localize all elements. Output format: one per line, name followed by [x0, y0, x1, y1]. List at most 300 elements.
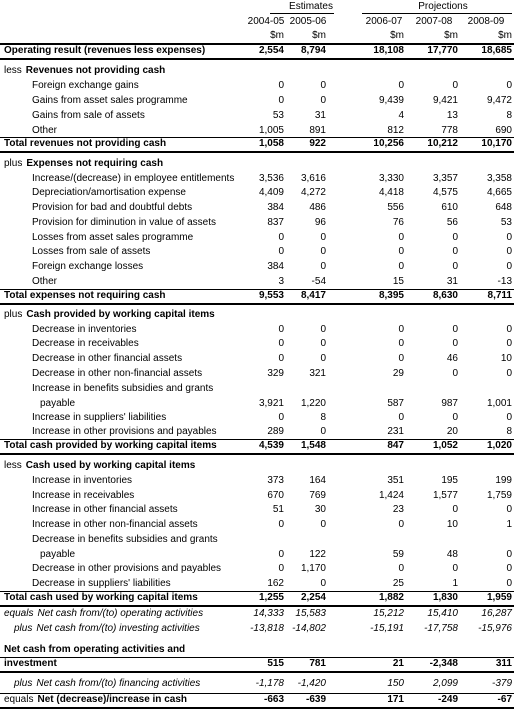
cell-value: 0 — [398, 261, 404, 272]
cell-value: 53 — [500, 217, 512, 228]
row-label — [32, 172, 234, 187]
cell-value: 31 — [446, 276, 458, 287]
table-rule — [0, 591, 514, 592]
row-label-text: Decrease in receivables — [32, 338, 139, 349]
row-label-text: Increase in benefits subsidies and grants — [32, 383, 214, 394]
cell-value: -17,758 — [424, 623, 458, 634]
table-row — [0, 411, 514, 426]
row-label — [32, 109, 145, 124]
cell-value: 1,759 — [486, 490, 512, 501]
cell-value: -15,976 — [478, 623, 512, 634]
cell-value: 9,439 — [378, 95, 404, 106]
cell-value: 0 — [320, 519, 326, 530]
cell-value: 0 — [506, 504, 512, 515]
cell-value: 0 — [506, 578, 512, 589]
row-label-text: Net (decrease)/increase in cash — [37, 694, 187, 705]
cell-value: 1 — [506, 519, 512, 530]
row-label-text: Operating result (revenues less expenses) — [4, 45, 206, 56]
row-label — [32, 533, 218, 548]
cell-value: 21 — [392, 658, 404, 669]
cell-value: 0 — [506, 232, 512, 243]
cell-value: 0 — [320, 578, 326, 589]
cell-value: 0 — [320, 261, 326, 272]
row-label — [32, 245, 150, 260]
cell-value: -15,191 — [370, 623, 404, 634]
cell-value: -1,178 — [255, 678, 284, 689]
cell-value: 3 — [278, 276, 284, 287]
cell-value: 46 — [446, 353, 458, 364]
cell-value: 3,616 — [300, 173, 326, 184]
row-label-text: Other — [32, 125, 58, 136]
cell-value: 4,539 — [258, 440, 284, 451]
cell-value: 1,548 — [300, 440, 326, 451]
table-row — [0, 693, 514, 708]
table-row — [0, 677, 514, 692]
row-label — [4, 643, 185, 658]
table-row — [0, 503, 514, 518]
row-prefix: plus — [4, 158, 23, 169]
cell-value: 18,108 — [373, 45, 404, 56]
table-rule — [0, 151, 514, 153]
row-label-text: Decrease in other financial assets — [32, 353, 183, 364]
row-label — [32, 489, 134, 504]
table-row — [0, 337, 514, 352]
cell-value: 0 — [452, 504, 458, 515]
cell-value: 1,052 — [432, 440, 458, 451]
cell-value: 384 — [267, 202, 284, 213]
cell-value: -13 — [497, 276, 512, 287]
unit-col-2: $m — [390, 30, 404, 41]
cell-value: 373 — [267, 475, 284, 486]
row-label-text: Net cash from operating activities and — [4, 644, 186, 655]
cell-value: 14,333 — [253, 608, 284, 619]
cell-value: 4,418 — [378, 187, 404, 198]
cell-value: 8 — [506, 426, 512, 437]
table-row — [0, 275, 514, 290]
row-label-text: Decrease in other provisions and payables — [32, 563, 221, 574]
cell-value: -14,802 — [292, 623, 326, 634]
table-row — [0, 459, 514, 474]
row-label — [32, 382, 213, 397]
cell-value: 0 — [320, 426, 326, 437]
cell-value: 0 — [278, 563, 284, 574]
cell-value: 122 — [309, 549, 326, 560]
table-rule — [0, 58, 514, 60]
row-label-text: Losses from asset sales programme — [32, 232, 194, 243]
unit-col-3: $m — [444, 30, 458, 41]
table-row — [0, 352, 514, 367]
cell-value: 1,005 — [258, 125, 284, 136]
row-label-text: Revenues not providing cash — [25, 65, 166, 76]
cell-value: 3,357 — [432, 173, 458, 184]
estimates-rule — [270, 13, 334, 14]
cell-value: 3,358 — [486, 173, 512, 184]
table-row — [0, 186, 514, 201]
cell-value: 8 — [320, 412, 326, 423]
row-label-text: Cash provided by working capital items — [26, 309, 215, 320]
table-row — [0, 308, 514, 323]
row-label — [32, 323, 137, 338]
row-label — [32, 562, 221, 577]
unit-col-0: $m — [270, 30, 284, 41]
cell-value: 76 — [392, 217, 404, 228]
cell-value: -379 — [491, 678, 512, 689]
table-row — [0, 382, 514, 397]
row-label — [32, 474, 132, 489]
table-row — [0, 157, 514, 172]
cell-value: 3,536 — [258, 173, 284, 184]
year-2004-05: 2004-05 — [247, 16, 285, 27]
cell-value: 29 — [392, 368, 404, 379]
cell-value: 20 — [446, 426, 458, 437]
cell-value: 231 — [387, 426, 404, 437]
row-label — [32, 352, 182, 367]
cell-value: 311 — [495, 658, 512, 669]
row-label-text: Decrease in inventories — [32, 324, 137, 335]
cell-value: 0 — [452, 232, 458, 243]
cell-value: 812 — [387, 125, 404, 136]
row-label — [32, 503, 178, 518]
cell-value: 195 — [441, 475, 458, 486]
cell-value: 0 — [452, 246, 458, 257]
cell-value: 0 — [278, 324, 284, 335]
cell-value: -2,348 — [429, 658, 458, 669]
row-label-text: payable — [40, 549, 76, 560]
table-rule — [0, 303, 514, 305]
cell-value: 0 — [320, 324, 326, 335]
cell-value: 0 — [452, 563, 458, 574]
cell-value: 164 — [309, 475, 326, 486]
cell-value: 0 — [452, 338, 458, 349]
table-row — [0, 137, 514, 152]
row-label-text: Increase in other provisions and payables — [32, 426, 217, 437]
row-label-text: Provision for bad and doubtful debts — [32, 202, 193, 213]
cell-value: 1,959 — [486, 592, 512, 603]
cell-value: 16,287 — [481, 608, 512, 619]
cell-value: 8,711 — [487, 290, 512, 301]
row-label — [32, 518, 198, 533]
row-label — [4, 157, 163, 172]
cell-value: 51 — [272, 504, 284, 515]
cell-value: -67 — [497, 694, 512, 705]
cell-value: 8,417 — [300, 290, 326, 301]
table-row — [0, 216, 514, 231]
cell-value: 1,882 — [378, 592, 404, 603]
row-label — [4, 289, 166, 304]
cell-value: 891 — [309, 125, 326, 136]
cell-value: 0 — [506, 80, 512, 91]
table-row — [0, 367, 514, 382]
cell-value: 0 — [452, 261, 458, 272]
cell-value: 0 — [320, 353, 326, 364]
cell-value: 10,256 — [373, 138, 404, 149]
unit-col-4: $m — [498, 30, 512, 41]
table-row — [0, 109, 514, 124]
cell-value: 3,921 — [258, 398, 284, 409]
table-row — [0, 518, 514, 533]
cell-value: 96 — [314, 217, 326, 228]
table-row — [0, 562, 514, 577]
row-prefix: less — [4, 65, 22, 76]
cell-value: 0 — [506, 261, 512, 272]
row-label — [14, 622, 200, 637]
year-2008-09: 2008-09 — [467, 16, 505, 27]
cell-value: 321 — [309, 368, 326, 379]
table-row — [0, 397, 514, 412]
table-row — [0, 439, 514, 454]
row-label-text: Total expenses not requiring cash — [4, 290, 166, 301]
cell-value: 0 — [320, 338, 326, 349]
cell-value: 0 — [398, 519, 404, 530]
cell-value: 0 — [398, 246, 404, 257]
cell-value: 1,255 — [258, 592, 284, 603]
row-label-text: Increase in suppliers' liabilities — [32, 412, 167, 423]
cell-value: 10,170 — [481, 138, 512, 149]
cell-value: 13 — [446, 110, 458, 121]
cell-value: 15,410 — [427, 608, 458, 619]
row-label — [4, 591, 198, 606]
cell-value: 1,170 — [300, 563, 326, 574]
cell-value: 0 — [506, 368, 512, 379]
row-label — [32, 337, 139, 352]
row-label-text: Expenses not requiring cash — [26, 158, 164, 169]
cell-value: 25 — [392, 578, 404, 589]
row-label — [32, 216, 216, 231]
cell-value: 1,001 — [486, 398, 512, 409]
row-label-text: Cash used by working capital items — [25, 460, 196, 471]
cell-value: 0 — [278, 519, 284, 530]
cell-value: 171 — [387, 694, 404, 705]
cell-value: -54 — [311, 276, 326, 287]
cell-value: 0 — [278, 232, 284, 243]
cell-value: 556 — [387, 202, 404, 213]
cell-value: 0 — [398, 324, 404, 335]
row-label — [32, 79, 139, 94]
cell-value: 9,472 — [486, 95, 512, 106]
row-label — [4, 459, 195, 474]
cell-value: 0 — [506, 324, 512, 335]
unit-col-1: $m — [312, 30, 326, 41]
row-label-text: Total cash provided by working capital items — [4, 440, 217, 451]
table-row — [0, 489, 514, 504]
cell-value: 0 — [278, 412, 284, 423]
table-row — [0, 289, 514, 304]
cell-value: 1,058 — [258, 138, 284, 149]
row-label-text: Foreign exchange losses — [32, 261, 144, 272]
row-label — [4, 439, 217, 454]
cell-value: 515 — [267, 658, 284, 669]
cell-value: 0 — [278, 549, 284, 560]
cell-value: 15,583 — [295, 608, 326, 619]
cell-value: 0 — [398, 563, 404, 574]
table-rule — [0, 137, 514, 138]
table-row — [0, 577, 514, 592]
table-rule — [0, 439, 514, 440]
cell-value: 1 — [452, 578, 458, 589]
row-label-text: Gains from asset sales programme — [32, 95, 188, 106]
table-row — [0, 591, 514, 606]
cell-value: 0 — [278, 353, 284, 364]
table-rule — [0, 453, 514, 455]
cell-value: 1,424 — [378, 490, 404, 501]
table-rule — [0, 693, 514, 694]
cell-value: 987 — [441, 398, 458, 409]
table-rule — [0, 671, 514, 673]
cell-value: 23 — [392, 504, 404, 515]
cell-value: -249 — [437, 694, 458, 705]
cell-value: 922 — [309, 138, 326, 149]
cell-value: 10,212 — [427, 138, 458, 149]
row-label-text: Foreign exchange gains — [32, 80, 139, 91]
table-rule — [0, 605, 514, 607]
cell-value: 53 — [272, 110, 284, 121]
cell-value: 2,099 — [432, 678, 458, 689]
cell-value: 0 — [398, 338, 404, 349]
cell-value: 690 — [495, 125, 512, 136]
cell-value: 781 — [309, 658, 326, 669]
row-label — [32, 367, 202, 382]
cell-value: 0 — [398, 412, 404, 423]
cell-value: 8,395 — [378, 290, 404, 301]
row-label-text: Increase in inventories — [32, 475, 133, 486]
table-row — [0, 643, 514, 658]
row-label — [4, 64, 165, 79]
row-prefix: plus — [4, 309, 23, 320]
table-row — [0, 64, 514, 79]
projections-header: Projections — [418, 1, 468, 12]
row-label-text: Increase/(decrease) in employee entitlements — [32, 173, 235, 184]
cell-value: 384 — [267, 261, 284, 272]
row-label — [32, 411, 166, 426]
cell-value: 648 — [495, 202, 512, 213]
cell-value: 0 — [320, 246, 326, 257]
row-label-text: Decrease in benefits subsidies and grants — [32, 534, 218, 545]
table-row — [0, 79, 514, 94]
cell-value: 4,409 — [258, 187, 284, 198]
cell-value: 0 — [506, 549, 512, 560]
cell-value: 199 — [495, 475, 512, 486]
table-row — [0, 44, 514, 59]
row-label — [4, 657, 57, 672]
row-label — [4, 607, 203, 622]
cell-value: 1,830 — [432, 592, 458, 603]
cell-value: 2,254 — [300, 592, 326, 603]
table-row — [0, 657, 514, 672]
row-label — [32, 201, 192, 216]
row-label — [4, 137, 166, 152]
cell-value: 1,577 — [432, 490, 458, 501]
row-label-text: investment — [4, 658, 57, 669]
cell-value: 9,553 — [258, 290, 284, 301]
row-label-text: Decrease in suppliers' liabilities — [32, 578, 171, 589]
cell-value: 3,330 — [378, 173, 404, 184]
cell-value: 15 — [392, 276, 404, 287]
row-label — [32, 577, 171, 592]
cell-value: -13,818 — [250, 623, 284, 634]
row-label-text: Net cash from/(to) investing activities — [36, 623, 200, 634]
cell-value: 587 — [387, 398, 404, 409]
cell-value: 4,665 — [486, 187, 512, 198]
cell-value: 847 — [387, 440, 404, 451]
cell-value: 778 — [441, 125, 458, 136]
cell-value: 0 — [278, 246, 284, 257]
cell-value: 15,212 — [373, 608, 404, 619]
row-label-text: Decrease in other non-financial assets — [32, 368, 203, 379]
row-label-text: Provision for diminution in value of assets — [32, 217, 216, 228]
table-row — [0, 474, 514, 489]
cell-value: 0 — [452, 368, 458, 379]
row-label — [32, 425, 217, 440]
cell-value: 0 — [278, 80, 284, 91]
row-label — [32, 94, 188, 109]
row-label-text: Net cash from/(to) operating activities — [37, 608, 204, 619]
table-row — [0, 323, 514, 338]
table-row — [0, 425, 514, 440]
row-label — [32, 260, 143, 275]
cell-value: 0 — [452, 412, 458, 423]
cell-value: 48 — [446, 549, 458, 560]
row-label — [32, 186, 186, 201]
row-label — [4, 308, 215, 323]
cell-value: 1,020 — [486, 440, 512, 451]
table-row — [0, 231, 514, 246]
cell-value: 8,794 — [300, 45, 326, 56]
table-rule — [0, 657, 514, 658]
cell-value: 289 — [267, 426, 284, 437]
cell-value: -639 — [305, 694, 326, 705]
cell-value: 9,421 — [432, 95, 458, 106]
table-row — [0, 548, 514, 563]
row-prefix: less — [4, 460, 22, 471]
table-row — [0, 245, 514, 260]
row-label — [32, 231, 193, 246]
row-label-text: payable — [40, 398, 76, 409]
cell-value: 0 — [320, 95, 326, 106]
cell-value: 486 — [309, 202, 326, 213]
cell-value: 769 — [309, 490, 326, 501]
year-2005-06: 2005-06 — [289, 16, 327, 27]
cell-value: 162 — [267, 578, 284, 589]
table-row — [0, 94, 514, 109]
table-rule — [0, 289, 514, 290]
row-label-text: Gains from sale of assets — [32, 110, 145, 121]
row-label-text: Total revenues not providing cash — [4, 138, 167, 149]
table-row — [0, 622, 514, 637]
cell-value: 0 — [506, 412, 512, 423]
table-row — [0, 260, 514, 275]
cell-value: 4 — [398, 110, 404, 121]
cell-value: 0 — [452, 324, 458, 335]
row-prefix: plus — [14, 678, 33, 689]
row-label-text: Total cash used by working capital items — [4, 592, 198, 603]
cell-value: 0 — [320, 80, 326, 91]
cell-value: 30 — [314, 504, 326, 515]
cell-value: 670 — [267, 490, 284, 501]
cell-value: 56 — [446, 217, 458, 228]
table-row — [0, 172, 514, 187]
cell-value: 0 — [452, 80, 458, 91]
table-row — [0, 201, 514, 216]
row-prefix: equals — [4, 694, 34, 705]
row-prefix: plus — [14, 623, 33, 634]
cell-value: 0 — [506, 338, 512, 349]
estimates-header: Estimates — [289, 1, 333, 12]
cell-value: 0 — [398, 80, 404, 91]
cell-value: 4,575 — [432, 187, 458, 198]
row-label-text: Net cash from/(to) financing activities — [36, 678, 201, 689]
year-2006-07: 2006-07 — [365, 16, 403, 27]
cell-value: 10 — [500, 353, 512, 364]
